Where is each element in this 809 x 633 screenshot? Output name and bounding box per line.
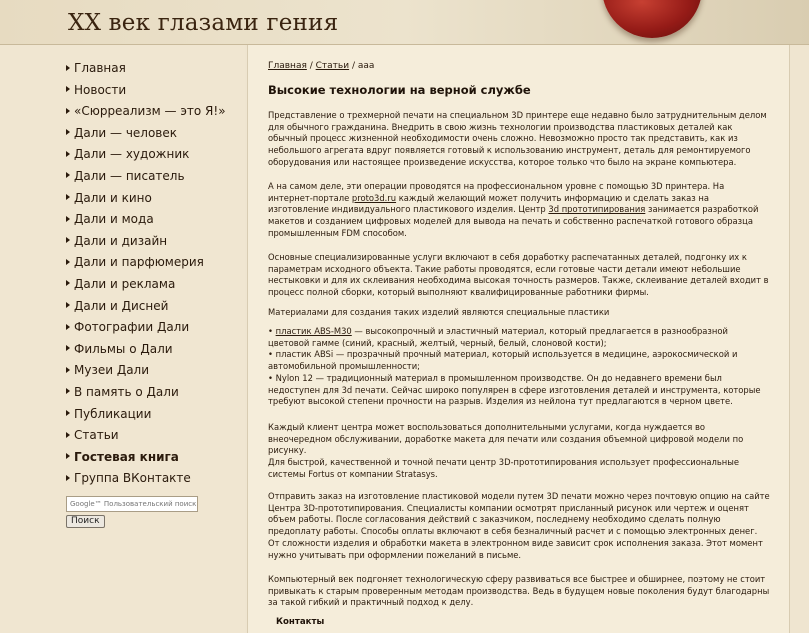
article-paragraph-9: Компьютерный век подгоняет технологическую сферу развиваться все быстрее и обширнее, поэтому не стоит привыкать к старым проверенным методам производства. Ведь в будущем новые поколения будут благодарны за такой гибкий и практичный подход к делу. [268,574,770,608]
arrow-right-icon [66,129,70,135]
nav-item-dali-artist[interactable]: Дали — художник [66,144,226,166]
arrow-right-icon [66,475,70,481]
arrow-right-icon [66,216,70,222]
sidebar-nav [66,58,226,490]
article-paragraph-3: Основные специализированные услуги включают в себя доработку распечатанных деталей, подгонку их к параметрам исходного объекта. Такие работы проводятся, если готовые части детали имеют небольшие нестыковки и для их склеивания необходима высокая точность размеров. Также, склеивание деталей входит в процесс полной сборки, который выполняют квалифицированные работники фирмы. [268,252,769,298]
nav-item-dali-design[interactable]: Дали и дизайн [66,231,226,253]
arrow-right-icon [66,345,70,351]
nav-item-surrealism[interactable]: «Сюрреализм — это Я!» [66,101,226,123]
arrow-right-icon [66,324,70,330]
arrow-right-icon [66,367,70,373]
contacts-heading[interactable]: Контакты [276,617,325,627]
nav-item-articles[interactable]: Статьи [66,425,226,447]
nav-item-dali-person[interactable]: Дали — человек [66,123,226,145]
nav-item-vk-group[interactable]: Группа ВКонтакте [66,468,226,490]
breadcrumb [268,61,374,71]
nav-item-dali-perfume[interactable]: Дали и парфюмерия [66,252,226,274]
abs-m30-link[interactable]: пластик ABS-M30 [275,326,352,336]
sidebar [0,45,245,633]
nav-item-guestbook[interactable]: Гостевая книга [66,447,226,469]
breadcrumb-separator: / [306,61,316,71]
arrow-right-icon [66,410,70,416]
arrow-right-icon [66,172,70,178]
materials-list: • пластик ABS-M30 — высокопрочный и эластичный материал, который предлагается в разнообразной цветовой гамме (синий, красный, желтый, черный, белый, слоновой кости); • пластик ABSi — прозрачный прочный материал, который используется в медицине, аэрокосмической и автомобильной промышленности; • Nylon 12 — традиционный материал в промышленном производстве. Он до недавнего времени был недоступен для 3d печати. Сейчас широко популярен в сфере изготовления деталей и инструмента, которые требуют высокой степени прочности на разрыв. Изделия из нейлона тут предлагаются в черном цвете. [268,326,761,407]
nav-item-home[interactable]: Главная [66,58,226,80]
article-title: Высокие технологии на верной службе [268,83,531,97]
arrow-right-icon [66,151,70,157]
nav-item-publications[interactable]: Публикации [66,404,226,426]
nav-item-memory[interactable]: В память о Дали [66,382,226,404]
search-input[interactable] [66,496,198,512]
nav-item-dali-cinema[interactable]: Дали и кино [66,188,226,210]
nav-item-dali-writer[interactable]: Дали — писатель [66,166,226,188]
nav-item-news[interactable]: Новости [66,80,226,102]
main-content [247,45,790,633]
article-paragraph-6: Каждый клиент центра может воспользоваться дополнительными услугами, когда нуждается во внеочередном обслуживании, доработке макета для печати или создания объемной цифровой модели по рисунку. [268,422,744,456]
breadcrumb-separator: / [349,61,358,71]
nav-item-dali-fashion[interactable]: Дали и мода [66,209,226,231]
article-paragraph-4: Материалами для создания таких изделий являются специальные пластики [268,307,610,317]
site-header [0,0,809,45]
nav-item-dali-advertising[interactable]: Дали и реклама [66,274,226,296]
arrow-right-icon [66,302,70,308]
arrow-right-icon [66,194,70,200]
prototyping-link[interactable]: 3d прототипирования [548,204,646,215]
arrow-right-icon [66,108,70,114]
breadcrumb-home-link[interactable]: Главная [268,61,307,71]
article-paragraph-2: А на самом деле, эти операции проводятся на профессиональном уровне с помощью 3D принтера. На интернет-портале proto3d.ru каждый желающий может получить информацию и сделать заказ на изготовление индивидуального пластикового изделия. Центр 3d прототипирования занимается разработкой макетов и созданием цифровых моделей для вывода на печать и собственно распечаткой готового образца промышленным FDM способом. [268,181,759,238]
nav-item-photos[interactable]: Фотографии Дали [66,317,226,339]
search-button[interactable]: Поиск [66,515,105,528]
red-apple-decoration [602,0,702,38]
nav-item-museums[interactable]: Музеи Дали [66,360,226,382]
article-paragraph-8: Отправить заказ на изготовление пластиковой модели путем 3D печати можно через почтовую опцию на сайте Центра 3D-прототипирования. Специалисты компании осмотрят присланный рисунок или чертеж и оценят объем работы. После согласования действий с заказчиком, последнему необходимо сделать полную предоплату работы. Способы оплаты включают в себя безналичный расчет и с помощью электронных денег. От сложности изделия и обработки макета в электронном виде зависит срок исполнения заказа. Этот момент нужно учитывать при оформлении пожеланий в письме. [268,491,770,560]
arrow-right-icon [66,432,70,438]
search-form [66,496,198,528]
arrow-right-icon [66,280,70,286]
nav-item-dali-disney[interactable]: Дали и Дисней [66,296,226,318]
proto3d-link[interactable]: proto3d.ru [351,192,397,203]
article-paragraph-7: Для быстрой, качественной и точной печати центр 3D-прототипирования использует профессиональные системы Fortus от компании Stratasys. [268,457,740,479]
arrow-right-icon [66,259,70,265]
arrow-right-icon [66,453,70,459]
arrow-right-icon [66,388,70,394]
arrow-right-icon [66,86,70,92]
breadcrumb-articles-link[interactable]: Статьи [315,61,350,71]
arrow-right-icon [66,237,70,243]
nav-item-films[interactable]: Фильмы о Дали [66,339,226,361]
arrow-right-icon [66,65,70,71]
site-title[interactable]: XX век глазами гения [68,10,339,36]
breadcrumb-current: ааа [357,61,375,71]
article-paragraph-1: Представление о трехмерной печати на специальном 3D принтере еще недавно было затруднительным делом для обычного гражданина. Внедрить в свою жизнь технологии производства пластиковых деталей как обычный процесс жизненной необходимости очень сложно. Невозможно просто так представить, как из небольшого агрегата вдруг появляется готовый к использованию инструмент, деталь для ремонтируемого оборудования или настоящее произведение искусства, которое только что было на экране компьютера. [268,110,767,167]
